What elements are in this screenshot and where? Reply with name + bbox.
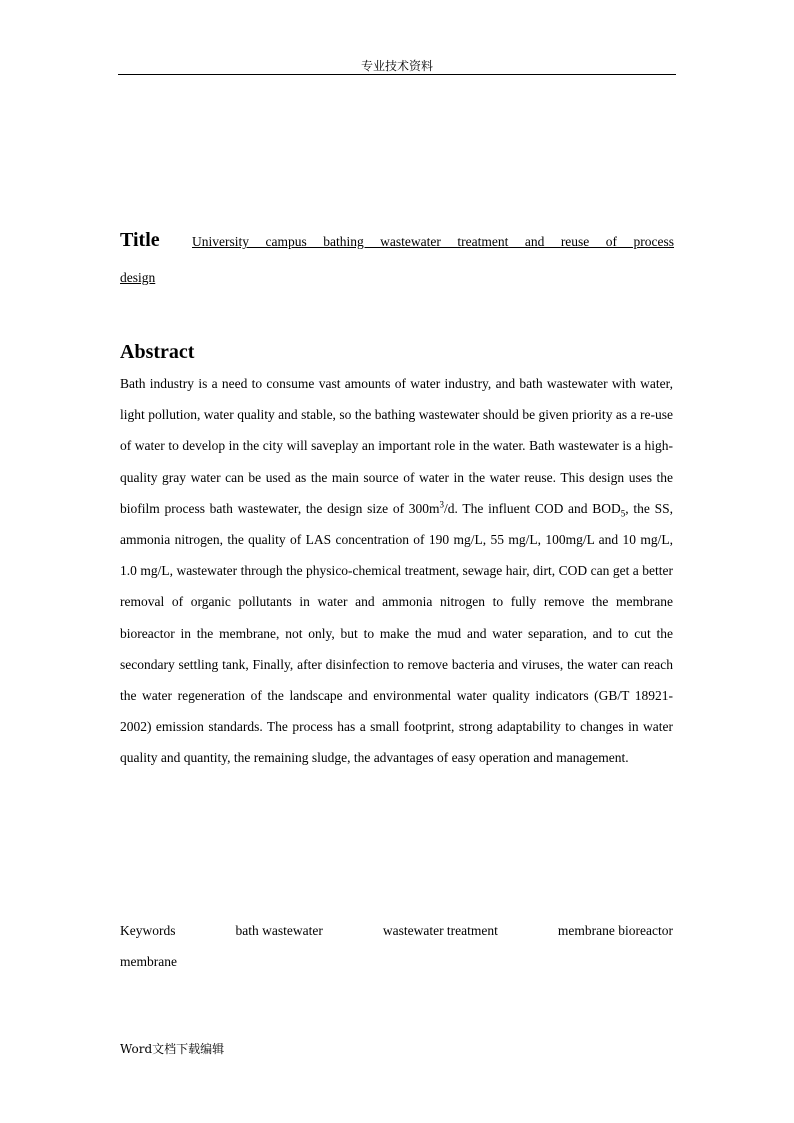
keywords-section: [120, 915, 673, 977]
keywords-row: [120, 915, 673, 946]
title-line: [120, 229, 674, 252]
keyword-item: membrane: [120, 954, 177, 970]
abstract-heading: Abstract: [120, 341, 195, 363]
abstract-text-part2: /d. The influent COD and BOD: [444, 500, 621, 516]
abstract-text-part1: Bath industry is a need to consume vast amounts of water industry, and bath wastewater with water, light pollution, water quality and stable, so the bathing wastewater should be given priority as a re-use of water to develop in the city will saveplay an important role in the water. Bath wastewater is a high-quality gray water can be used as the main source of water in the water reuse. This design uses the biofilm process bath wastewater, the design size of 300m: [120, 376, 673, 516]
keyword-item: membrane bioreactor: [557, 923, 673, 938]
header-rule: [118, 74, 676, 75]
keywords-label: Keywords: [120, 923, 176, 938]
title-label: Title: [120, 229, 160, 251]
keyword-item: wastewater treatment: [382, 923, 498, 938]
title-text: University campus bathing wastewater treatment and reuse of process: [192, 234, 674, 249]
title-block: [120, 229, 674, 286]
page-header: 专业技术资料: [360, 59, 433, 73]
subscript-5: 5: [620, 508, 626, 519]
superscript-3: 3: [439, 499, 445, 510]
title-text-continued: design: [120, 270, 156, 285]
keyword-item: bath wastewater: [235, 923, 323, 938]
abstract-text-part3: , the SS, ammonia nitrogen, the quality of LAS concentration of 190 mg/L, 55 mg/L, 100mg/L and 10 mg/L, 1.0 mg/L, wastewater through the physico-chemical treatment, sewage hair, dirt, COD can get a better removal of organic pollutants in water and ammonia nitrogen to fully remove the membrane bioreactor in the membrane, not only, but to make the mud and water separation, and to cut the secondary settling tank, Finally, after disinfection to remove bacteria and viruses, the water can reach the water regeneration of the landscape and environmental water quality indicators (GB/T 18921-2002) emission standards. The process has a small footprint, strong adaptability to changes in water quality and quantity, the remaining sludge, the advantages of easy operation and management.: [120, 500, 673, 766]
page-footer: Word文档下载编辑: [120, 1042, 225, 1056]
abstract-body: [120, 368, 673, 774]
